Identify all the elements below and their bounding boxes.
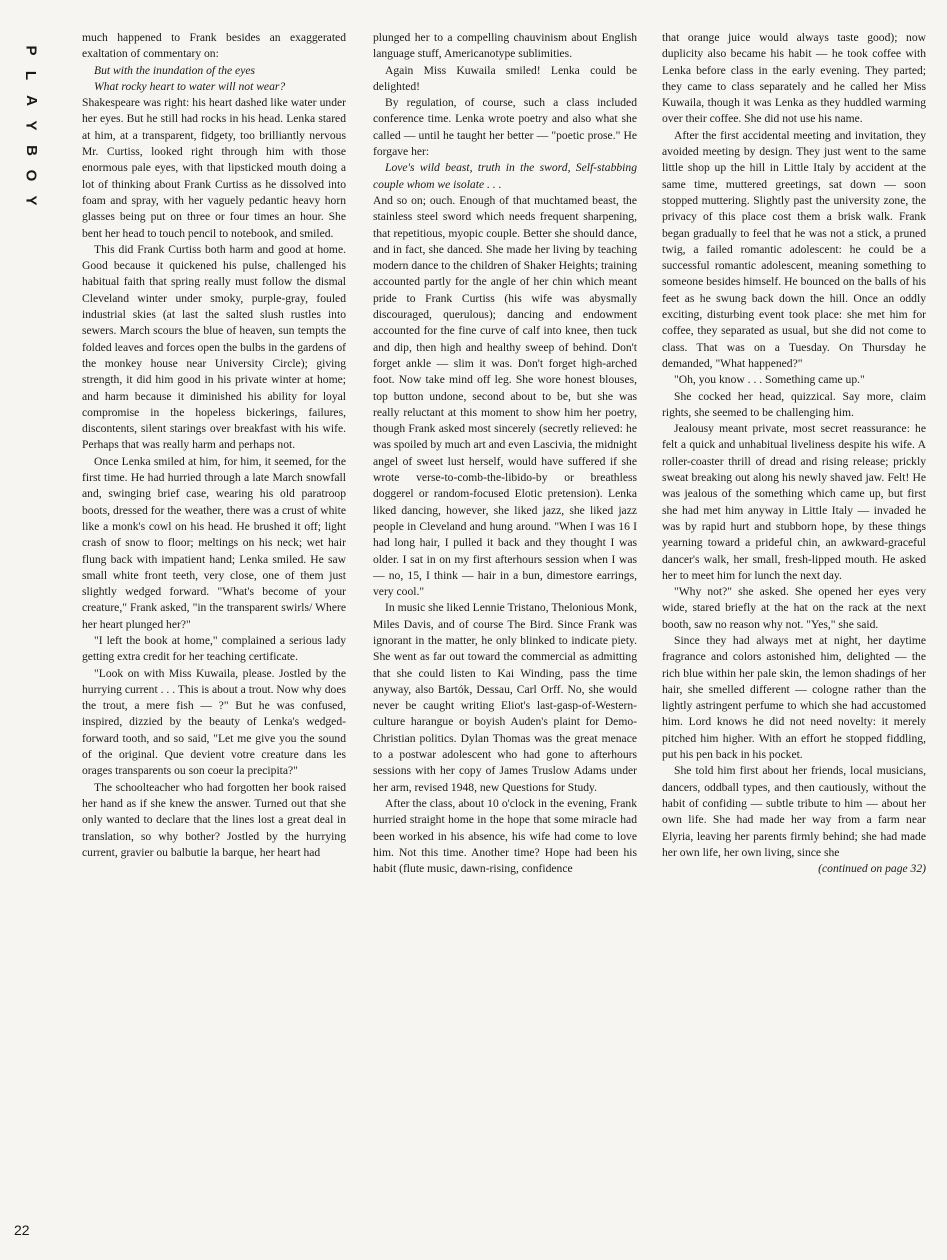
paragraph: After the first accidental meeting and invitation, they avoided meeting by design. They just went to the same little shop up the hill in Little Italy by accident at the same time, muttered greetings, sat down — soon stopped muttering. Slightly past the university zone, the privacy of this place cost them a brisk walk. Frank began gradually to feel that he was not a stick, a pruned twig, a failed romantic adolescent: he could be a successful romantic adolescent, meaning something to someone besides himself. He bounced on the balls of his feet as he swung back down the hill. Once an oddly exciting, disturbing event took place: she met him for coffee, they separated as usual, but she did not come to class. That was on a Tuesday. On Thursday he demanded, "What happened?": [662, 128, 926, 370]
magazine-letter: Y: [22, 195, 40, 206]
paragraph: much happened to Frank besides an exaggerated exaltation of commentary on:: [82, 31, 346, 61]
paragraph: The schoolteacher who had forgotten her book raised her hand as if she knew the answer. Turned out that she only wanted to declare that the lines lost a great deal in translation, so why bother? Jostled by the hurrying current, gravier ou balbutie la barque, her heart had: [82, 780, 346, 859]
continued-note: (continued on page 32): [818, 862, 926, 876]
text-column-2: [373, 30, 637, 1240]
paragraph: that orange juice would always taste good); now duplicity also became his habit — he took coffee with Lenka before class in the early evening. They parted; they came to class separately and he called her Miss Kuwaila, though it was Lenka as they huddled warming over their coffee. She did not use his name.: [662, 31, 926, 126]
text-column-3: [662, 30, 926, 1240]
paragraph: "Oh, you know . . . Something came up.": [674, 373, 865, 387]
paragraph: Once Lenka smiled at him, for him, it seemed, for the first time. He had hurried through a late March snowfall and, swinging brief case, wearing his old paratroop boots, dressed for the weather, there was a crust of white like a monk's cowl on his head. He brushed it off; light crash of snow to floor; meltings on his neck; wet hair flung back with impatient hand; Lenka smiled. He saw small white front teeth, very close, one of them just slightly wedged forward. "What's become of your creature," Frank asked, "in the transparent swirls/ Where her heart plunged her?": [82, 454, 346, 631]
paragraph: plunged her to a compelling chauvinism about English language stuff, Americanotype sublimities.: [373, 31, 637, 61]
paragraph: After the class, about 10 o'clock in the evening, Frank hurried straight home in the hope that some miracle had been worked in his absence, his wife had come to love him. Not this time. Another time? Hope had been his habit (flute music, dawn-rising, confidence: [373, 796, 637, 876]
paragraph: "I left the book at home," complained a serious lady getting extra credit for her teaching certificate.: [82, 633, 346, 664]
paragraph: She cocked her head, quizzical. Say more, claim rights, she seemed to be challenging him.: [662, 389, 926, 419]
verse-line: What rocky heart to water will not wear?: [94, 79, 286, 93]
paragraph: "Why not?" she asked. She opened her eyes very wide, stared briefly at the hat on the rack at the next booth, saw no reason why not. "Yes," she said.: [662, 585, 926, 631]
paragraph: This did Frank Curtiss both harm and good at home. Good because it quickened his pulse, challenged his habitual faith that spring really must follow the dismal Cleveland winter under smoky, purple-gray, fouled industrial skies (at last the salted slush rustles into sewers. March scours the blue of heaven, sun tempts the folded leaves and forces open the bulbs in the gardens of the monkey house near University Circle); giving strength, it did him good in his private winter at home; and harm because it diminished his ability for loyal compromise in the hopeless bickerings, failures, discontents, silent starings over breakfast with his wife. Perhaps that was really harm and perhaps not.: [82, 242, 346, 452]
magazine-letter: L: [22, 70, 40, 81]
magazine-label: [20, 40, 42, 211]
magazine-letter: B: [22, 145, 40, 156]
paragraph: Since they had always met at night, her daytime fragrance and colors astonished him, delighted — the rich blue within her pale skin, the lemon shadings of her hair, she smelled different — cologne rather than the lightly astringent perfume to which she had accustomed him. Lord knows he did not need novelty: it merely pitched him higher. With an effort he stopped fiddling, put his pen back in his pocket.: [662, 633, 926, 762]
paragraph: Jealousy meant private, most secret reassurance: he felt a quick and unhabitual liveliness despite his wife. A roller-coaster thrill of dread and rising release; prickly sweat breaking out along his newly shaved jaw. Felt! He was jealous of the something which came up, but first she had met him anyway in Little Italy — invaded he was by rapid hurt and stubborn hope, by these things yearning toward a prideful chin, an awkward-graceful dancer's walk, her small, fresh-lipped mouth. He asked her to meet him for lunch the next day.: [662, 422, 926, 582]
paragraph: She told him first about her friends, local musicians, dancers, oddball types, and then cautiously, without the habit of confiding — subtle tribute to him — about her own life. She had made her way from a farm near Elyria, leaving her parents firmly behind; she had made her own life, her own living, since she: [662, 764, 926, 859]
verse-line: But with the inundation of the eyes: [94, 63, 255, 77]
paragraph: Again Miss Kuwaila smiled! Lenka could be delighted!: [373, 63, 637, 93]
page-number: 22: [14, 1222, 30, 1238]
paragraph: In music she liked Lennie Tristano, Thelonious Monk, Miles Davis, and of course The Bird. Since Frank was ignorant in the matter, he only blinked to indicate piety. She went as far out toward the commercial as admitting that she could listen to Kai Winding, pass the time anyway, also Bartók, Dessau, Carl Orff. No, she would never be caught writing Eliot's last-gasp-of-Western-culture harangue or boyish Auden's plaint for Demo-Christian politics. Dylan Thomas was the great menace to a postwar adolescent who had gone to afterhours sessions with her copy of James Truslow Adams under her arm, revised 1948, new Questions for Study.: [373, 601, 637, 794]
magazine-letter: Y: [22, 120, 40, 131]
paragraph: "Look on with Miss Kuwaila, please. Jostled by the hurrying current . . . This is about a trout. Now why does the trout, a mere fish — ?" But he was confused, inspired, dizzied by the beauty of Lenka's wedged-forward tooth, and so said, "Let me give you the sound of the original. Que devient votre creature dans les orages transparents ou son coeur la precipita?": [82, 666, 346, 778]
text-column-1: [82, 30, 346, 1240]
magazine-letter: P: [22, 45, 40, 56]
magazine-letter: A: [22, 95, 40, 106]
verse-line: Love's wild beast, truth in the sword, Self-stabbing couple whom we isolate . . .: [373, 161, 637, 191]
paragraph: And so on; ouch. Enough of that muchtamed beast, the stainless steel sword which needs frequent sharpening, that repetitious, myopic couple. Better she should dance, and in fact, she danced. She made her living by teaching modern dance to the children of Shaker Heights; training accounted partly for the angle of her chin which meant pride to Frank Curtiss (his wife was abysmally discouraged, querulous); dancing and endowment accounted for the fine curve of calf into knee, then tuck and dip, then high and healthy sweep of behind. Don't forget ankle — slim it was. Don't forget high-arched foot. Now take mind off leg. She wore honest blouses, top button undone, second about to be, but she was really reluctant at this moment to show him her poetry, though Frank asked most sincerely (secretly relieved: he was spoiled by much art and even Lascivia, the midnight angel of sweet lust herself, would have suffered if she wrote verse-to-comb-the-libido-by or breathless doggerel or random-focused Elotic pretension). Lenka liked dancing, however, she liked jazz, she liked jazz people in Cleveland and hung around. "When I was 16 I had long hair, I pulled it back and they thought I was older. I sat in on my first afterhours session when I was — no, 15, I think — hair in a bun, dimestore earrings, very cool.": [373, 193, 637, 599]
paragraph: By regulation, of course, such a class included conference time. Lenka wrote poetry and also what she called — until he taught her better — "poetic prose." He forgave her:: [373, 96, 637, 159]
paragraph: Shakespeare was right: his heart dashed like water under her eyes. But he still had rocks in his head. Lenka stared at him, at a transparent, fidgety, too brilliantly nervous Mr. Curtiss, looked right through him with those enormous pale eyes, with that lipsticked mouth doing a lot of thinking about Frank Curtiss as he dissolved into foam and spray, with her vaguely pedantic heavy horn glasses being put on three or four times an hour. She bent her head to touch pencil to notebook, and smiled.: [82, 96, 346, 240]
magazine-letter: O: [22, 169, 40, 182]
